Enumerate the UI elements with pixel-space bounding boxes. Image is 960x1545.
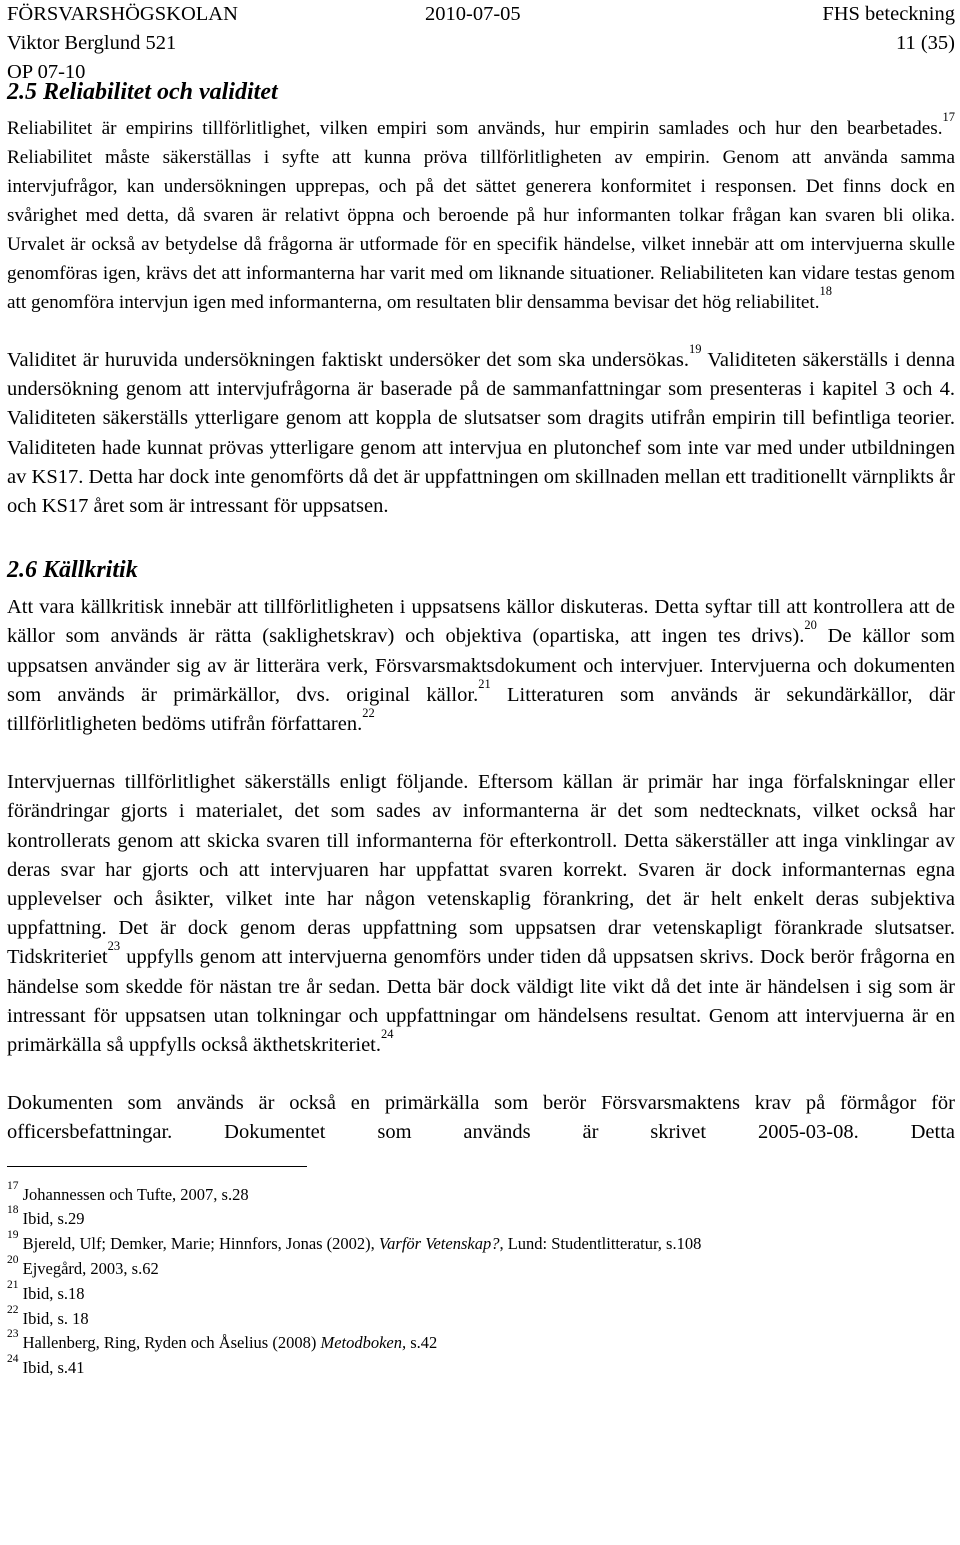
footnote-book-title: Metodboken, <box>320 1333 407 1353</box>
footnote-ref-19[interactable]: 19 <box>689 342 702 356</box>
text-run: Reliabilitet är empirins tillförlitlighet, vilken empiri som används, hur empirin samlades och hur den bearbetades. <box>7 118 943 139</box>
footnote-separator <box>7 1166 307 1167</box>
footnote-text: Ejvegård, 2003, s.62 <box>22 1259 159 1279</box>
footnote-number: 17 <box>7 1179 19 1192</box>
footnote-22 <box>7 1303 955 1332</box>
footnote-text: Hallenberg, Ring, Ryden och Åselius (2008) <box>22 1333 321 1353</box>
header-course: OP 07-10 <box>7 61 86 83</box>
footnote-23 <box>7 1328 955 1356</box>
paragraph-interview-reliability <box>7 768 955 1060</box>
footnote-ref-17[interactable]: 17 <box>942 110 955 124</box>
footnote-text: , Lund: Studentlitteratur, s.108 <box>499 1234 702 1254</box>
footnote-text: s.42 <box>406 1333 438 1353</box>
footnote-number: 18 <box>7 1204 19 1217</box>
footnote-21 <box>7 1278 955 1307</box>
footnote-number: 19 <box>7 1229 19 1242</box>
footnotes <box>7 1179 955 1381</box>
footnote-text: Ibid, s.29 <box>22 1209 85 1229</box>
footnote-24 <box>7 1353 955 1381</box>
header-row-2 <box>7 29 955 58</box>
text-run: uppfylls genom att intervjuerna genomförs under tiden då uppsatsen skrivs. Dock berör frågorna en händelse som skedde för nästan tre år sedan. Detta bär dock väldigt lite vikt då det inte är händelsen i sig som är intressant för uppsatsen utan tolkningar och uppfattningar om händelsens resultat. Genom att intervjuerna är en primärkälla så uppfylls också äkthetskriteriet. <box>7 946 955 1057</box>
section-heading-source-criticism: 2.6 Källkritik <box>7 557 138 584</box>
footnote-number: 21 <box>7 1278 19 1291</box>
header-designation: FHS beteckning <box>822 3 955 25</box>
header-row-1 <box>7 0 955 29</box>
header-school: FÖRSVARSHÖGSKOLAN <box>7 3 238 25</box>
footnote-20 <box>7 1254 955 1282</box>
text-run: Reliabilitet måste säkerställas i syfte att kunna pröva tillförlitligheten av empirin. Genom att använda samma intervjufrågor, kan undersökningen upprepas, och på det sättet generera konformitet i responsen. Det finns dock en svårighet med detta, då svaren är relativt öppna och beroende på hur informanten tolkar frågan kan svaren bli olika. Urvalet är också av betydelse då frågorna är utformade för en specifik händelse, vilket innebär att om intervjuerna skulle genomföras igen, krävs det att informanterna har varit med om liknande situationer. Reliabiliteten kan vidare testas genom att genomföra intervjun igen med informanterna, om resultaten blir densamma bevisar det hög reliabilitet. <box>7 147 955 313</box>
text-run: Validiteten säkerställs i denna undersökning genom att intervjufrågorna är baserade på de sammanfattningar som presenteras i kapitel 3 och 4. Validiteten säkerställs ytterligare genom att koppla de slutsatser som dragits utifrån empirin till befintliga teorier. Validiteten hade kunnat prövas ytterligare genom att intervjua en plutonchef som inte var med under utbildningen av KS17. Detta har dock inte genomförts då det är uppfattningen om skillnaden mellan ett traditionellt värnplikts år och KS17 året som är intressant för uppsatsen. <box>7 349 956 518</box>
footnote-ref-18[interactable]: 18 <box>819 284 833 298</box>
footnote-number: 20 <box>7 1254 19 1267</box>
footnote-number: 24 <box>7 1353 19 1366</box>
footnote-book-title: Varför Vetenskap? <box>378 1234 500 1254</box>
footnote-ref-20[interactable]: 20 <box>804 618 817 633</box>
footnote-17 <box>7 1179 955 1208</box>
footnote-ref-21[interactable]: 21 <box>478 676 491 691</box>
footnote-18 <box>7 1204 955 1232</box>
footnote-ref-23[interactable]: 23 <box>107 939 121 954</box>
text-run: De källor som uppsatsen använder sig av är litterära verk, Försvarsmaktsdokument och intervjuer. Intervjuerna och dokumenten som används är primärkällor, dvs. original källor. <box>7 625 955 706</box>
section-heading-reliability: 2.5 Reliabilitet och validitet <box>7 79 278 105</box>
footnote-text: Ibid, s.18 <box>22 1283 85 1303</box>
text-run: Intervjuernas tillförlitlighet säkerställs enligt följande. Eftersom källan är primär har inga förfalskningar eller förändringar gjorts i materialet, det som sades av informanterna är det som nedtecknats, vilket också har kontrollerats genom att skicka svaren till informanterna för efterkontroll. Detta säkerställer att inga vinklingar av deras svar har gjorts och att intervjuaren har uppfattat svaren korrekt. Svaren är dock informanternas egna upplevelser och åsikter, vilket inte har någon vetenskaplig förankring, det är helt enkelt deras subjektiva uppfattning. Det är dock genom deras uppfattning som uppsatsen drar vetenskapligt förankrade slutsatser. Tidskriteriet <box>7 771 955 969</box>
document-page <box>7 0 955 1381</box>
header-author: Viktor Berglund 521 <box>7 32 177 54</box>
paragraph-documents: Dokumenten som används är också en primärkälla som berör Försvarsmaktens krav på förmågor för officersbefattningar. Dokumentet som används är skrivet 2005-03-08. Detta <box>7 1092 955 1144</box>
header-page-number: 11 (35) <box>895 32 955 54</box>
footnote-ref-22[interactable]: 22 <box>362 706 375 721</box>
footnote-text: Bjereld, Ulf; Demker, Marie; Hinnfors, Jonas (2002), <box>22 1234 379 1254</box>
footnote-text: Johannessen och Tufte, 2007, s.28 <box>22 1184 249 1204</box>
footnote-ref-24[interactable]: 24 <box>381 1027 394 1042</box>
footnote-number: 23 <box>7 1328 19 1341</box>
paragraph-reliability <box>7 110 955 317</box>
header-row-3 <box>7 58 955 83</box>
footnote-number: 22 <box>7 1303 19 1316</box>
footnote-text: Ibid, s.41 <box>22 1358 85 1378</box>
text-run: Litteraturen som används är sekundärkällor, där tillförlitligheten bedöms utifrån författaren. <box>7 683 956 736</box>
header-date: 2010-07-05 <box>425 3 521 25</box>
paragraph-validity <box>7 342 956 521</box>
paragraph-source-criticism <box>7 593 955 739</box>
footnote-19 <box>7 1229 955 1257</box>
footnote-text: Ibid, s. 18 <box>22 1308 89 1328</box>
text-run: Validitet är huruvida undersökningen faktiskt undersöker det som ska undersökas. <box>7 349 689 371</box>
text-run: Att vara källkritisk innebär att tillförlitligheten i uppsatsens källor diskuteras. Detta syftar till att kontrollera att de källor som används är rätta (saklighetskrav) och objektiva (opartiska, att ingen tes drivs). <box>7 596 955 648</box>
